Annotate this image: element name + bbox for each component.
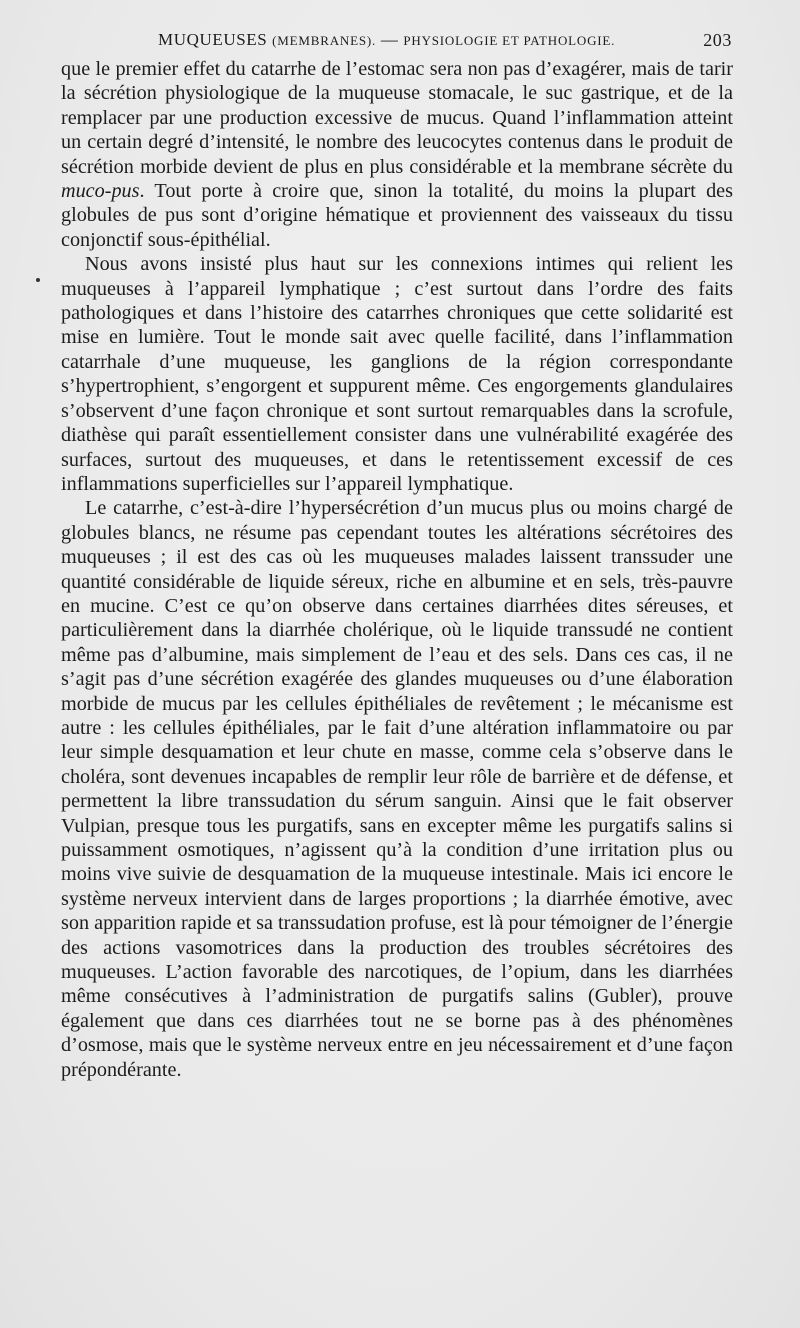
paragraph-1-before: que le premier effet du catarrhe de l’estomac sera non pas d’exagérer, mais de tarir la sécrétion physiologique de la muqueuse stomacale, le suc gastrique, et de la remplacer par une production excessive de mucus. Quand l’inflammation atteint un certain degré d’intensité, le nombre des leucocytes contenus dans le produit de sécrétion morbide devient de plus en plus considérable et la membrane sécrète du	[61, 58, 733, 178]
title-paren: (MEMBRANES).	[272, 33, 377, 48]
title-sub: PHYSIOLOGIE ET PATHOLOGIE.	[403, 33, 616, 48]
paragraph-3: Le catarrhe, c’est-à-dire l’hypersécrétion d’un mucus plus ou moins chargé de globules blancs, ne résume pas cependant toutes les altérations sécrétoires des muqueuses ; il est des cas où les muqueuses malades laissent transsuder une quantité considérable de liquide séreux, riche en albumine et en sels, très-pauvre en mucine. C’est ce qu’on observe dans certaines diarrhées dites séreuses, et particulièrement dans la diarrhée cholérique, où le liquide transsudé ne contient même pas d’albumine, mais simplement de l’eau et des sels. Dans ces cas, il ne s’agit pas d’une sécrétion exagérée des glandes muqueuses ou d’une élaboration morbide de mucus par les cellules épithéliales de revêtement ; le mécanisme est autre : les cellules épithéliales, par le fait d’une altération inflammatoire ou par leur simple desquamation et leur chute en masse, comme cela s’observe dans le choléra, sont devenues incapables de remplir leur rôle de barrière et de défense, et permettent la libre transsudation du sérum sanguin. Ainsi que le fait observer Vulpian, presque tous les purgatifs, sans en excepter même les purgatifs salins si puissamment osmotiques, n’agissent qu’à la condition d’une irritation plus ou moins vive suivie de desquamation de la muqueuse intestinale. Mais ici encore le système nerveux intervient dans de larges proportions ; la diarrhée émotive, avec son apparition rapide et sa transsudation profuse, est là pour témoigner de l’énergie des actions vasomotrices dans la production des troubles sécrétoires des muqueuses. L’action favorable des narcotiques, de l’opium, dans les diarrhées même consécutives à l’administration de purgatifs salins (Gubler), prouve également que dans ces diarrhées tout ne se borne pas à des phénomènes d’osmose, mais que le système nerveux entre en jeu nécessairement et d’une façon prépondérante.	[61, 497, 733, 1081]
title-main: MUQUEUSES	[158, 30, 268, 49]
paragraph-1	[61, 57, 733, 252]
paragraph-1-after: . Tout porte à croire que, sinon la totalité, du moins la plupart des globules de pus sont d’origine hématique et proviennent des vaisseaux du tissu conjonctif sous-épithélial.	[61, 180, 733, 251]
paragraph-2: Nous avons insisté plus haut sur les connexions intimes qui relient les muqueuses à l’appareil lymphatique ; c’est surtout dans l’ordre des faits pathologiques et dans l’histoire des catarrhes chroniques que cette solidarité est mise en lumière. Tout le monde sait avec quelle facilité, dans l’inflammation catarrhale d’une muqueuse, les ganglions de la région correspondante s’hypertrophient, s’engorgent et suppurent même. Ces engorgements glandulaires s’observent d’une façon chronique et sont surtout remarquables dans la scrofule, diathèse qui paraît essentiellement consister dans une vulnérabilité exagérée des surfaces, surtout des muqueuses, et dans le retentissement excessif de ces inflammations superficielles sur l’appareil lymphatique.	[61, 253, 733, 495]
title-dash: —	[380, 30, 399, 49]
running-header	[60, 30, 732, 56]
italic-term: muco-pus	[61, 180, 140, 203]
page-number: 203	[703, 30, 732, 50]
running-title	[158, 30, 615, 50]
body-text	[61, 57, 733, 1082]
margin-dot	[36, 278, 40, 282]
